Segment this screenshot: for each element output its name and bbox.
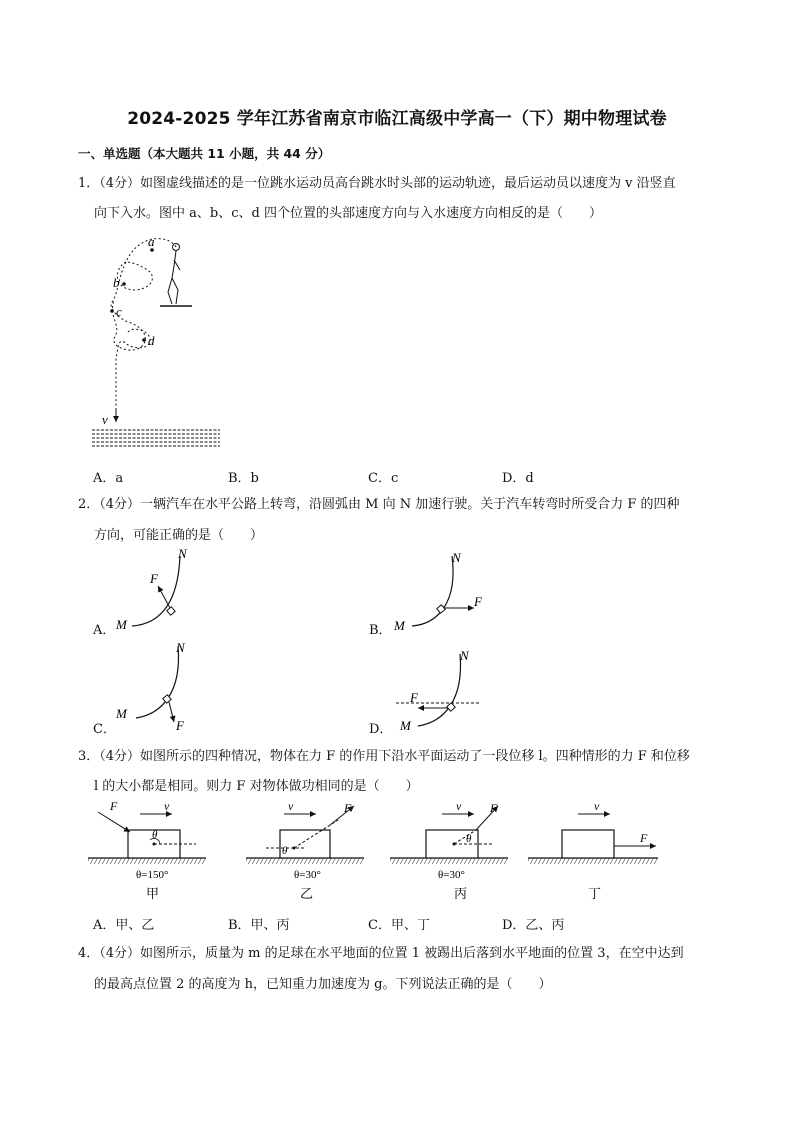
q2d-label-n: N [460, 648, 469, 663]
q1-point-c [110, 309, 114, 313]
q2b-label-n: N [452, 550, 461, 565]
q3-yi-angle: θ=30° [294, 869, 321, 881]
q1-text-line1: 1．（4分）如图虚线描述的是一位跳水运动员高台跳水时头部的运动轨迹，最后运动员以速度为 v 沿竖直 [78, 176, 676, 191]
q2-option-d[interactable]: D． [369, 722, 393, 737]
q1-text-line2: 向下入水。图中 a、b、c、d 四个位置的头部速度方向与入水速度方向相反的是（ ） [94, 206, 602, 221]
q1-diver-figure [88, 234, 228, 454]
q1-option-d[interactable]: D．d [502, 471, 534, 486]
q3-text-line1: 3．（4分）如图所示的四种情况，物体在力 F 的作用下沿水平面运动了一段位移 l。四种情形的力 F 和位移 [78, 749, 690, 764]
q2-figure-d [388, 646, 498, 736]
q1-water [92, 430, 220, 446]
q2b-label-f: F [474, 594, 482, 609]
q3-case-jia [88, 799, 206, 901]
q1-diver-body [168, 251, 180, 304]
q1-option-c[interactable]: C．c [368, 471, 399, 486]
q2d-label-f: F [410, 690, 418, 705]
q1-point-d [142, 338, 146, 342]
q2c-label-m: M [116, 706, 127, 721]
q2a-label-n: N [178, 548, 187, 561]
q2-figure-a [112, 548, 202, 638]
q2-option-a[interactable]: A． [93, 623, 116, 638]
q3-text-line2: l 的大小都是相同。则力 F 对物体做功相同的是（ ） [94, 779, 419, 794]
q3-ding-label-v: v [594, 799, 600, 813]
q1-trajectory-upper [111, 239, 176, 351]
q2d-label-m: M [400, 718, 411, 733]
q3-jia-label-f: F [110, 799, 118, 813]
q3-bing-name: 丙 [454, 886, 468, 901]
q3-yi-label-v: v [288, 799, 294, 813]
q4-text-line1: 4．（4分）如图所示，质量为 m 的足球在水平地面的位置 1 被踢出后落到水平地面的位置 3，在空中达到 [78, 946, 684, 961]
q4-text-line2: 的最高点位置 2 的高度为 h，已知重力加速度为 g。下列说法正确的是（ ） [94, 977, 552, 992]
exam-title: 2024-2025 学年江苏省南京市临江高级中学高一（下）期中物理试卷 [127, 109, 667, 129]
q1-label-a: a [148, 234, 155, 249]
section-heading: 一、单选题（本大题共 11 小题，共 44 分） [78, 146, 331, 161]
q3-jia-label-theta: θ [152, 829, 158, 841]
q1-option-a[interactable]: A．a [93, 471, 124, 486]
q3-ding-name: 丁 [588, 886, 602, 901]
q3-ding-label-f: F [640, 831, 648, 845]
q1-point-b [122, 282, 126, 286]
q3-option-d[interactable]: D．乙、丙 [502, 918, 565, 933]
q3-option-b[interactable]: B．甲、丙 [228, 918, 290, 933]
q3-jia-name: 甲 [146, 886, 160, 901]
q3-yi-label-f: F [344, 801, 352, 815]
q2a-label-m: M [116, 617, 127, 632]
q3-jia-angle: θ=150° [136, 869, 169, 881]
q3-option-c[interactable]: C．甲、丁 [368, 918, 430, 933]
q1-loop-b [117, 262, 152, 290]
q3-yi-label-theta: θ [282, 845, 288, 857]
q1-label-b: b [113, 275, 120, 290]
q1-label-v: v [102, 412, 108, 427]
q2a-label-f: F [150, 571, 158, 586]
q2-option-b[interactable]: B． [369, 623, 392, 638]
q2c-label-n: N [176, 640, 185, 655]
q2b-label-m: M [394, 618, 405, 633]
q3-case-yi [246, 799, 364, 901]
q3-case-bing [390, 799, 508, 901]
q1-option-b[interactable]: B．b [228, 471, 259, 486]
q2-figure-b [390, 548, 500, 638]
q2-text-line1: 2．（4分）一辆汽车在水平公路上转弯，沿圆弧由 M 向 N 加速行驶。关于汽车转弯时所受合力 F 的四种 [78, 497, 680, 512]
q3-figure [88, 798, 678, 910]
q2c-label-f: F [176, 718, 184, 733]
q2-text-line2: 方向，可能正确的是（ ） [94, 528, 264, 543]
q3-yi-name: 乙 [300, 886, 314, 901]
q2-figure-c [112, 638, 202, 733]
q3-bing-label-theta: θ [466, 833, 472, 845]
q3-bing-angle: θ=30° [438, 869, 465, 881]
q1-label-d: d [148, 333, 155, 348]
q3-option-a[interactable]: A．甲、乙 [93, 918, 155, 933]
q3-bing-label-f: F [490, 801, 498, 815]
q2-option-c[interactable]: C． [93, 722, 116, 737]
q1-label-c: c [116, 304, 122, 319]
q3-case-ding [528, 799, 658, 901]
q3-jia-label-v: v [164, 799, 170, 813]
q3-bing-label-v: v [456, 799, 462, 813]
